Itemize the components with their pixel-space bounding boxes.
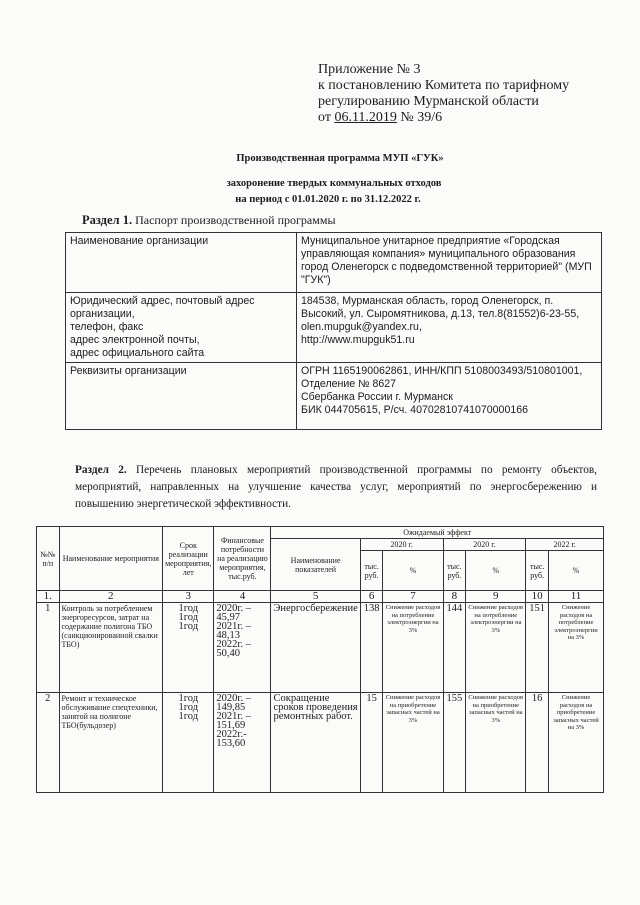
section1-label: Раздел 1. bbox=[82, 213, 133, 227]
passport-label: Наименование организации bbox=[66, 233, 297, 293]
measure-term: 1год 1год 1год bbox=[163, 693, 214, 793]
percent-header: % bbox=[549, 551, 604, 591]
resolution-date: 06.11.2019 bbox=[334, 110, 397, 125]
appendix-line2: к постановлению Комитета по тарифному bbox=[318, 78, 570, 93]
effect-percent: Снижение расходов на потребление электроэнергии на 3% bbox=[383, 603, 443, 693]
col-name-header: Наименование мероприятия bbox=[59, 527, 163, 591]
effect-value: 151 bbox=[526, 603, 549, 693]
column-number: 4 bbox=[214, 591, 271, 603]
effect-value: 144 bbox=[443, 603, 466, 693]
section2-label: Раздел 2. bbox=[75, 464, 127, 476]
passport-row bbox=[66, 293, 602, 363]
column-number: 6 bbox=[360, 591, 383, 603]
appendix-line3: регулированию Мурманской области bbox=[318, 94, 539, 109]
thousand-rub-header: тыс. руб. bbox=[526, 551, 549, 591]
program-period: на период с 01.01.2020 г. по 31.12.2022 г. bbox=[235, 194, 421, 205]
row-number: 2 bbox=[37, 693, 60, 793]
section2-text: Перечень плановых мероприятий производственной программы по ремонту объектов, мероприятий, направленных на улучшение качества услуг, мероприятий по энергосбережению и повышению энергетической эффективности. bbox=[75, 464, 597, 510]
appendix-title: Приложение № 3 bbox=[318, 62, 421, 77]
column-number: 9 bbox=[466, 591, 526, 603]
table-row bbox=[37, 603, 604, 693]
percent-header: % bbox=[466, 551, 526, 591]
percent-header: % bbox=[383, 551, 443, 591]
column-number: 1. bbox=[37, 591, 60, 603]
thousand-rub-header: тыс. руб. bbox=[360, 551, 383, 591]
indicator-name: Энергосбережение bbox=[271, 603, 360, 693]
appendix-header bbox=[318, 62, 569, 126]
column-number-row bbox=[37, 591, 604, 603]
header-row bbox=[37, 527, 604, 539]
effect-percent: Снижение расходов на потребление электроэнергии на 3% bbox=[466, 603, 526, 693]
measure-name: Ремонт и техническое обслуживание спецтехники, занятой на полигоне ТБО(бульдозер) bbox=[59, 693, 163, 793]
year-header: 2022 г. bbox=[526, 539, 604, 551]
column-number: 10 bbox=[526, 591, 549, 603]
passport-value: 184538, Мурманская область, город Оленегорск, п. Высокий, ул. Сыромятникова, д.13, тел.8(81552)6-23-55, olen.mupguk@yandex.ru, http://www.mupguk51.ru bbox=[297, 293, 602, 363]
col-num-header: №№ п/п bbox=[37, 527, 60, 591]
measures-table bbox=[36, 526, 604, 793]
resolution-number: № 39/6 bbox=[396, 110, 443, 125]
passport-row bbox=[66, 363, 602, 430]
indicator-name: Сокращение сроков проведения ремонтных работ. bbox=[271, 693, 360, 793]
measure-finance: 2020г. – 149,85 2021г. – 151,69 2022г.- 153,60 bbox=[214, 693, 271, 793]
column-number: 11 bbox=[549, 591, 604, 603]
effect-value: 16 bbox=[526, 693, 549, 793]
section1-title: Паспорт производственной программы bbox=[135, 213, 336, 227]
thousand-rub-header: тыс. руб. bbox=[443, 551, 466, 591]
year-header: 2020 г. bbox=[360, 539, 443, 551]
measure-name: Контроль за потреблением энергоресурсов, затрат на содержание полигона ТБО (санкционированной свалки ТБО) bbox=[59, 603, 163, 693]
measure-finance: 2020г. – 45,97 2021г. – 48,13 2022г. – 50,40 bbox=[214, 603, 271, 693]
passport-label: Юридический адрес, почтовый адрес организации, телефон, факс адрес электронной почты, адрес официального сайта bbox=[66, 293, 297, 363]
column-number: 7 bbox=[383, 591, 443, 603]
effect-percent: Снижение расходов на приобретение запасных частей на 3% bbox=[383, 693, 443, 793]
passport-table bbox=[65, 232, 602, 430]
program-title: Производственная программа МУП «ГУК» bbox=[236, 153, 444, 164]
year-header: 2020 г. bbox=[443, 539, 526, 551]
column-number: 8 bbox=[443, 591, 466, 603]
col-finance-header: Финансовые потребности на реализацию мероприятия, тыс.руб. bbox=[214, 527, 271, 591]
expected-effect-header: Ожидаемый эффект bbox=[271, 527, 604, 539]
effect-percent: Снижение расходов на приобретение запасных частей на 3% bbox=[549, 693, 604, 793]
passport-row bbox=[66, 233, 602, 293]
passport-value: Муниципальное унитарное предприятие «Городская управляющая компания» муниципального образования город Оленегорск с подведомственной территорией" (МУП "ГУК") bbox=[297, 233, 602, 293]
effect-value: 15 bbox=[360, 693, 383, 793]
effect-percent: Снижение расходов на приобретение запасных частей на 3% bbox=[466, 693, 526, 793]
measure-term: 1год 1год 1год bbox=[163, 603, 214, 693]
date-prefix: от bbox=[318, 110, 335, 125]
col-term-header: Срок реализации мероприятия, лет bbox=[163, 527, 214, 591]
section2-paragraph bbox=[75, 462, 597, 513]
effect-value: 138 bbox=[360, 603, 383, 693]
passport-label: Реквизиты организации bbox=[66, 363, 297, 430]
section1-heading bbox=[82, 213, 336, 228]
appendix-date-line bbox=[318, 110, 569, 126]
table-row bbox=[37, 693, 604, 793]
column-number: 2 bbox=[59, 591, 163, 603]
column-number: 3 bbox=[163, 591, 214, 603]
program-subtitle: захоронение твердых коммунальных отходов bbox=[226, 178, 442, 189]
effect-value: 155 bbox=[443, 693, 466, 793]
row-number: 1 bbox=[37, 603, 60, 693]
effect-percent: Снижение расходов на потребление электроэнергии на 3% bbox=[549, 603, 604, 693]
passport-value: ОГРН 1165190062861, ИНН/КПП 5108003493/510801001, Отделение № 8627 Сбербанка России г. Мурманск БИК 044705615, Р/сч. 40702810741070000166 bbox=[297, 363, 602, 430]
column-number: 5 bbox=[271, 591, 360, 603]
col-indicator-header: Наименование показателей bbox=[271, 539, 360, 591]
